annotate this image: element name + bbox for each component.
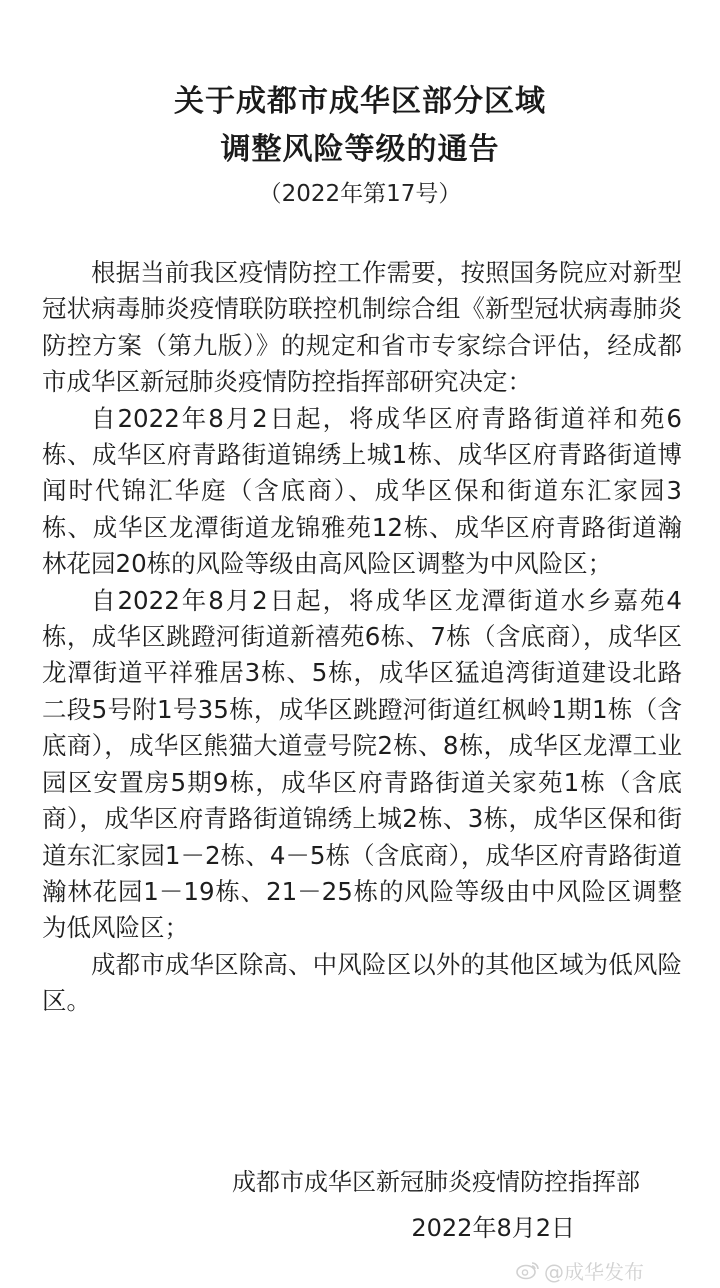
weibo-watermark-text: @成华发布 — [544, 1259, 644, 1284]
notice-title-line-2: 调整风险等级的通告 — [220, 132, 500, 167]
paragraph-high-to-medium: 自2022年8月2日起，将成华区府青路街道祥和苑6栋、成华区府青路街道锦绣上城1栋、成华区府青路街道博闻时代锦汇华庭（含底商）、成华区保和街道东汇家园3栋、成华区龙潭街道龙锦雅苑12栋、成华区府青路街道瀚林花园20栋的风险等级由高风险区调整为中风险区； — [42, 403, 682, 579]
notice-title-line-1: 关于成都市成华区部分区域 — [174, 84, 546, 119]
notice-body — [42, 255, 682, 1020]
document-number: （2022年第17号） — [258, 181, 462, 207]
issuer-signature: 成都市成华区新冠肺炎疫情防控指挥部 — [232, 1168, 640, 1196]
paragraph-medium-to-low: 自2022年8月2日起，将成华区龙潭街道水乡嘉苑4栋，成华区跳蹬河街道新禧苑6栋、7栋（含底商），成华区龙潭街道平祥雅居3栋、5栋，成华区猛追湾街道建设北路二段5号附1号35栋，成华区跳蹬河街道红枫岭1期1栋（含底商），成华区熊猫大道壹号院2栋、8栋，成华区龙潭工业园区安置房5期9栋，成华区府青路街道关家苑1栋（含底商），成华区府青路街道锦绣上城2栋、3栋，成华区保和街道东汇家园1－2栋、4－5栋（含底商），成华区府青路街道瀚林花园1－19栋、21－25栋的风险等级由中风险区调整为低风险区； — [42, 585, 682, 943]
paragraph-other-areas: 成都市成华区除高、中风险区以外的其他区域为低风险区。 — [42, 949, 682, 1016]
weibo-watermark — [516, 1256, 644, 1284]
issue-date: 2022年8月2日 — [411, 1214, 575, 1242]
paragraph-intro: 根据当前我区疫情防控工作需要，按照国务院应对新型冠状病毒肺炎疫情联防联控机制综合组《新型冠状病毒肺炎防控方案（第九版）》的规定和省市专家综合评估，经成都市成华区新冠肺炎疫情防控指挥部研究决定： — [42, 258, 682, 397]
weibo-logo-icon — [516, 1260, 540, 1280]
